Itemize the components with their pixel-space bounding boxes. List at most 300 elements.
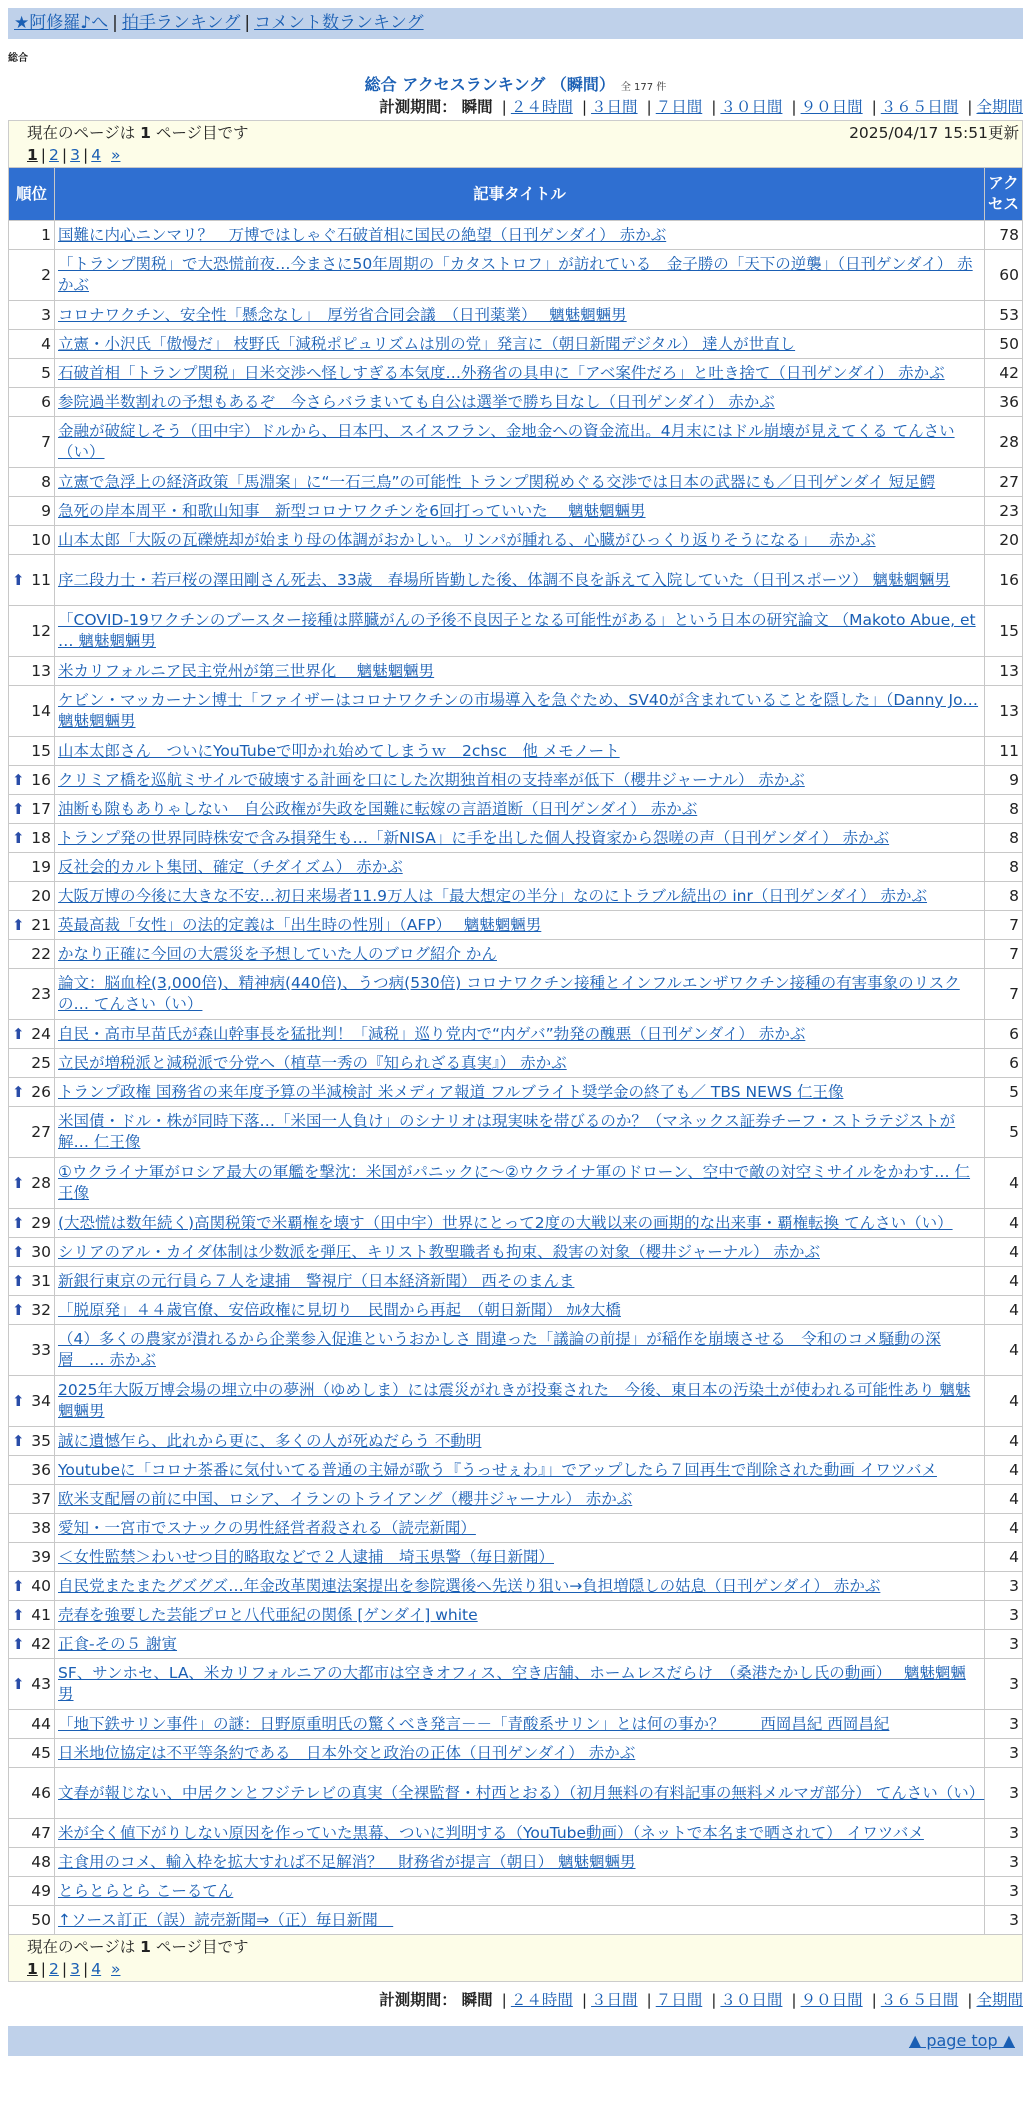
article-link[interactable]: 反社会的カルト集団、確定（チダイズム） 赤かぶ — [58, 857, 403, 876]
table-row — [9, 1049, 1023, 1078]
rank-up-arrow-icon: ⬆ — [12, 915, 25, 934]
rank-number: 24 — [31, 1024, 51, 1043]
rank-up-arrow-icon: ⬆ — [12, 1271, 25, 1290]
article-link[interactable]: クリミア橋を巡航ミサイルで破壊する計画を口にした次期独首相の支持率が低下（櫻井ジャーナル） 赤かぶ — [58, 770, 805, 789]
page-title: 総合 アクセスランキング （瞬間） — [364, 75, 615, 94]
table-row — [9, 417, 1023, 468]
table-row — [9, 795, 1023, 824]
article-link[interactable]: トランプ政権 国務省の来年度予算の半減検討 米メディア報道 フルブライト奨学金の終了も／ TBS NEWS 仁王像 — [58, 1082, 844, 1101]
rank-number: 6 — [41, 392, 51, 411]
access-count: 42 — [985, 359, 1023, 388]
table-row — [9, 301, 1023, 330]
period-link-7d[interactable]: ７日間 — [655, 98, 703, 116]
access-count: 28 — [985, 417, 1023, 468]
rank-cell — [9, 1710, 55, 1739]
access-count: 4 — [985, 1376, 1023, 1427]
title-cell — [55, 1739, 985, 1768]
title-cell — [55, 686, 985, 737]
table-row — [9, 497, 1023, 526]
header-access: アクセス — [985, 168, 1023, 221]
title-cell — [55, 1768, 985, 1819]
article-link[interactable]: とらとらとら こーるてん — [58, 1881, 234, 1900]
rank-cell — [9, 330, 55, 359]
page-link-2[interactable]: 2 — [49, 1960, 59, 1978]
access-count: 3 — [985, 1739, 1023, 1768]
access-count: 16 — [985, 555, 1023, 606]
table-row — [9, 468, 1023, 497]
table-row — [9, 1325, 1023, 1376]
nav-separator: | — [112, 13, 118, 33]
rank-cell — [9, 1267, 55, 1296]
access-count: 13 — [985, 657, 1023, 686]
rank-number: 40 — [31, 1576, 51, 1595]
rank-cell — [9, 795, 55, 824]
table-row — [9, 1572, 1023, 1601]
rank-up-arrow-icon: ⬆ — [12, 1576, 25, 1595]
article-link[interactable]: 山本太郎さん ついにYouTubeで叩かれ始めてしまうｗ 2chsc 他 メモノート — [58, 741, 620, 760]
rank-number: 26 — [31, 1082, 51, 1101]
period-label: 計測期間： — [379, 1991, 457, 2009]
rank-cell — [9, 1543, 55, 1572]
access-count: 78 — [985, 221, 1023, 250]
table-row — [9, 1158, 1023, 1209]
rank-number: 10 — [31, 530, 51, 549]
period-label: 計測期間： — [379, 98, 457, 116]
table-row — [9, 1659, 1023, 1710]
table-row — [9, 606, 1023, 657]
rank-cell — [9, 657, 55, 686]
article-link[interactable]: 文春が報じない、中居クンとフジテレビの真実（全裸監督・村西とおる）（初月無料の有料記事の無料メルマガ部分） てんさい（い） — [58, 1783, 985, 1802]
article-link[interactable]: 急死の岸本周平・和歌山知事 新型コロナワクチンを6回打っていいた 魑魅魍魎男 — [58, 501, 646, 520]
page-next-link[interactable]: » — [110, 1960, 121, 1978]
table-row — [9, 388, 1023, 417]
table-row — [9, 824, 1023, 853]
rank-number: 4 — [41, 334, 51, 353]
article-link[interactable]: 山本太郎「大阪の瓦礫焼却が始まり母の体調がおかしい。リンパが腫れる、心臓がひっくり返りそうになる」 赤かぶ — [58, 530, 876, 549]
access-count: 4 — [985, 1238, 1023, 1267]
rank-number: 25 — [31, 1053, 51, 1072]
rank-number: 17 — [31, 799, 51, 818]
period-link-24h[interactable]: ２４時間 — [510, 98, 573, 116]
article-link[interactable]: ↑ソース訂正（誤）読売新聞⇒（正）毎日新聞 — [58, 1910, 394, 1929]
article-link[interactable]: 米国債・ドル・株が同時下落…「米国一人負け」のシナリオは現実味を帯びるのか？（マネックス証券チーフ・ストラテジストが解… 仁王像 — [58, 1112, 956, 1151]
article-link[interactable]: 日米地位協定は不平等条約である 日本外交と政治の正体（日刊ゲンダイ） 赤かぶ — [58, 1743, 636, 1762]
article-link[interactable]: 正食-その５ 謝寅 — [58, 1634, 178, 1653]
article-link[interactable]: 大阪万博の今後に大きな不安…初日来場者11.9万人は「最大想定の半分」なのにトラブル続出の inr（日刊ゲンダイ） 赤かぶ — [58, 886, 928, 905]
rank-cell — [9, 417, 55, 468]
period-link-all[interactable]: 全期間 — [976, 1991, 1023, 2009]
rank-number: 12 — [31, 621, 51, 640]
rank-number: 8 — [41, 472, 51, 491]
rank-number: 43 — [31, 1674, 51, 1693]
rank-number: 38 — [31, 1518, 51, 1537]
rank-cell — [9, 526, 55, 555]
title-cell — [55, 795, 985, 824]
table-row — [9, 526, 1023, 555]
rank-number: 2 — [41, 265, 51, 284]
title-cell — [55, 1710, 985, 1739]
access-count: 7 — [985, 969, 1023, 1020]
rank-cell — [9, 1049, 55, 1078]
period-link-90d[interactable]: ９０日間 — [800, 1991, 863, 2009]
rank-up-arrow-icon: ⬆ — [12, 1605, 25, 1624]
article-link[interactable]: 誠に遺憾乍ら、此れから更に、多くの人が死ぬだらう 不動明 — [58, 1431, 482, 1450]
title-cell — [55, 1049, 985, 1078]
article-link[interactable]: 「脱原発」４４歳官僚、安倍政権に見切り 民間から再起 （朝日新聞） ｶﾙﾀ大橋 — [58, 1300, 621, 1319]
title-cell — [55, 1630, 985, 1659]
rank-number: 21 — [31, 915, 51, 934]
rank-up-arrow-icon: ⬆ — [12, 799, 25, 818]
table-row — [9, 250, 1023, 301]
title-cell — [55, 657, 985, 686]
rank-number: 14 — [31, 701, 51, 720]
article-link[interactable]: 米が全く値下がりしない原因を作っていた黒幕、ついに判明する（YouTube動画）（ネットで本名まで晒されて） イワツバメ — [58, 1823, 924, 1842]
article-link[interactable]: 欧米支配層の前に中国、ロシア、イランのトライアング（櫻井ジャーナル） 赤かぶ — [58, 1489, 633, 1508]
title-cell — [55, 1456, 985, 1485]
rank-cell — [9, 766, 55, 795]
article-link[interactable]: 売春を強要した芸能プロと八代亜紀の関係 [ゲンダイ] white — [58, 1605, 478, 1624]
rank-cell — [9, 737, 55, 766]
article-link[interactable]: 石破首相「トランプ関税」日米交渉へ怪しすぎる本気度…外務省の具申に「アベ案件だろ」と吐き捨て（日刊ゲンダイ） 赤かぶ — [58, 363, 945, 382]
article-link[interactable]: シリアのアル・カイダ体制は少数派を弾圧、キリスト教聖職者も拘束、殺害の対象（櫻井ジャーナル） 赤かぶ — [58, 1242, 820, 1261]
rank-cell — [9, 1078, 55, 1107]
rank-cell — [9, 1848, 55, 1877]
page-link-2[interactable]: 2 — [49, 146, 59, 164]
table-row — [9, 1209, 1023, 1238]
rank-cell — [9, 388, 55, 417]
access-count: 7 — [985, 940, 1023, 969]
access-count: 3 — [985, 1659, 1023, 1710]
article-link[interactable]: 「トランプ関税」で大恐慌前夜…今まさに50年周期の「カタストロフ」が訪れている 金子勝の「天下の逆襲」（日刊ゲンダイ） 赤かぶ — [58, 255, 973, 294]
rank-cell — [9, 301, 55, 330]
access-count: 36 — [985, 388, 1023, 417]
period-link-all[interactable]: 全期間 — [976, 98, 1023, 116]
access-count: 3 — [985, 1710, 1023, 1739]
title-cell — [55, 1848, 985, 1877]
article-link[interactable]: 「地下鉄サリン事件」の謎：日野原重明氏の驚くべき発言－－「青酸系サリン」とは何の事か？ 西岡昌紀 西岡昌紀 — [58, 1714, 890, 1733]
article-link[interactable]: Youtubeに「コロナ茶番に気付いてる普通の主婦が歌う『うっせぇわ』」でアップしたら７回再生で削除された動画 イワツバメ — [58, 1460, 937, 1479]
rank-cell — [9, 1819, 55, 1848]
header-rank: 順位 — [9, 168, 55, 221]
title-cell — [55, 330, 985, 359]
rank-number: 3 — [41, 305, 51, 324]
period-link-3d[interactable]: ３日間 — [591, 1991, 638, 2009]
rank-number: 9 — [41, 501, 51, 520]
article-link[interactable]: SF、サンホセ、LA、米カリフォルニアの大都市は空きオフィス、空き店舗、ホームレスだらけ （桑港たかし氏の動画） 魑魅魍魎男 — [58, 1664, 966, 1703]
access-count: 8 — [985, 824, 1023, 853]
rank-cell — [9, 940, 55, 969]
table-row — [9, 1848, 1023, 1877]
rank-number: 32 — [31, 1300, 51, 1319]
page-links: 1 | 2 | 3 | 4 » — [27, 146, 121, 164]
rank-number: 11 — [31, 570, 51, 589]
title-cell — [55, 250, 985, 301]
title-cell — [55, 1819, 985, 1848]
rank-up-arrow-icon: ⬆ — [12, 570, 25, 589]
access-count: 4 — [985, 1485, 1023, 1514]
period-link-30d[interactable]: ３０日間 — [720, 1991, 783, 2009]
table-row — [9, 1485, 1023, 1514]
title-cell — [55, 853, 985, 882]
page-link-3[interactable]: 3 — [70, 1960, 81, 1978]
rank-number: 29 — [31, 1213, 51, 1232]
article-link[interactable]: 立憲で急浮上の経済政策「馬淵案」に“一石三鳥”の可能性 トランプ関税めぐる交渉では日本の武器にも／日刊ゲンダイ 短足鰐 — [58, 472, 936, 491]
table-row — [9, 555, 1023, 606]
rank-cell — [9, 1768, 55, 1819]
table-row — [9, 1768, 1023, 1819]
title-cell — [55, 1659, 985, 1710]
article-link[interactable]: ケビン・マッカーナン博士「ファイザーはコロナワクチンの市場導入を急ぐため、SV40が含まれていることを隠した」（Danny Jo… 魑魅魍魎男 — [58, 691, 979, 730]
access-count: 3 — [985, 1819, 1023, 1848]
rank-cell — [9, 1158, 55, 1209]
article-link[interactable]: 「COVID-19ワクチンのブースター接種は膵臓がんの予後不良因子となる可能性がある」という日本の研究論文 （Makoto Abue, et … 魑魅魍魎男 — [58, 611, 976, 650]
rank-cell — [9, 911, 55, 940]
rank-cell — [9, 1427, 55, 1456]
table-row — [9, 1601, 1023, 1630]
top-nav — [8, 8, 1023, 39]
article-link[interactable]: 参院過半数割れの予想もあるぞ 今さらバラまいても自公は選挙で勝ち目なし（日刊ゲンダイ） 赤かぶ — [58, 392, 775, 411]
rank-up-arrow-icon: ⬆ — [12, 1634, 25, 1653]
rank-cell — [9, 1877, 55, 1906]
updated-time: 2025/04/17 15:51更新 — [849, 124, 1019, 142]
nav-link-ashura[interactable]: ★阿修羅♪へ — [14, 13, 109, 33]
article-link[interactable]: 立憲・小沢氏「傲慢だ」 枝野氏「減税ポピュリズムは別の党」発言に（朝日新聞デジタル） 達人が世直し — [58, 334, 796, 353]
page-current: 1 — [27, 146, 38, 164]
article-link[interactable]: コロナワクチン、安全性「懸念なし」 厚労省合同会議 （日刊薬業） 魑魅魍魎男 — [58, 305, 627, 324]
access-count: 8 — [985, 795, 1023, 824]
rank-cell — [9, 853, 55, 882]
nav-link-comment-ranking[interactable]: コメント数ランキング — [254, 13, 424, 33]
access-count: 5 — [985, 1107, 1023, 1158]
access-count: 3 — [985, 1906, 1023, 1935]
access-count: 4 — [985, 1543, 1023, 1572]
period-current: 瞬間 — [461, 98, 493, 116]
article-link[interactable]: 新銀行東京の元行員ら７人を逮捕 警視庁（日本経済新聞） 西そのまんま — [58, 1271, 575, 1290]
rank-number: 48 — [31, 1852, 51, 1871]
table-row — [9, 1020, 1023, 1049]
article-link[interactable]: 論文：脳血栓(3,000倍)、精神病(440倍)、うつ病(530倍) コロナワクチン接種とインフルエンザワクチン接種の有害事象のリスクの… てんさい（い） — [58, 974, 960, 1013]
access-count: 7 — [985, 911, 1023, 940]
rank-number: 15 — [31, 741, 51, 760]
title-cell — [55, 1325, 985, 1376]
title-cell — [55, 555, 985, 606]
pager-top — [8, 120, 1023, 167]
title-cell — [55, 1238, 985, 1267]
title-cell — [55, 468, 985, 497]
title-cell — [55, 1078, 985, 1107]
access-count: 3 — [985, 1601, 1023, 1630]
title-cell — [55, 1296, 985, 1325]
table-row — [9, 1238, 1023, 1267]
rank-cell — [9, 250, 55, 301]
title-cell — [55, 1158, 985, 1209]
table-row — [9, 1078, 1023, 1107]
title-cell — [55, 1485, 985, 1514]
rank-number: 47 — [31, 1823, 51, 1842]
rank-cell — [9, 1906, 55, 1935]
access-count: 23 — [985, 497, 1023, 526]
period-link-30d[interactable]: ３０日間 — [720, 98, 783, 116]
rank-number: 31 — [31, 1271, 51, 1290]
rank-number: 13 — [31, 661, 51, 680]
access-count: 4 — [985, 1267, 1023, 1296]
access-count: 15 — [985, 606, 1023, 657]
access-count: 53 — [985, 301, 1023, 330]
period-link-7d[interactable]: ７日間 — [655, 1991, 703, 2009]
rank-number: 7 — [41, 432, 51, 451]
rank-cell — [9, 606, 55, 657]
title-cell — [55, 497, 985, 526]
rank-number: 28 — [31, 1173, 51, 1192]
article-link[interactable]: 国難に内心ニンマリ？ 万博ではしゃぐ石破首相に国民の絶望（日刊ゲンダイ） 赤かぶ — [58, 225, 667, 244]
rank-number: 23 — [31, 984, 51, 1003]
period-current: 瞬間 — [461, 1991, 493, 2009]
rank-cell — [9, 1209, 55, 1238]
rank-cell — [9, 1514, 55, 1543]
article-link[interactable]: 立民が増税派と減税派で分党へ（植草一秀の『知られざる真実』） 赤かぶ — [58, 1053, 567, 1072]
rank-up-arrow-icon: ⬆ — [12, 1242, 25, 1261]
table-row — [9, 1877, 1023, 1906]
nav-separator: | — [244, 13, 251, 33]
article-link[interactable]: トランプ発の世界同時株安で含み損発生も…「新NISA」に手を出した個人投資家から怨嗟の声（日刊ゲンダイ） 赤かぶ — [58, 828, 890, 847]
title-cell — [55, 221, 985, 250]
rank-number: 34 — [31, 1391, 51, 1410]
rank-number: 45 — [31, 1743, 51, 1762]
rank-up-arrow-icon: ⬆ — [12, 1674, 25, 1693]
article-link[interactable]: 愛知・一宮市でスナックの男性経営者殺される（読売新聞） — [58, 1518, 476, 1537]
article-link[interactable]: 米カリフォルニア民主党州が第三世界化 魑魅魍魎男 — [58, 661, 435, 680]
rank-number: 1 — [41, 225, 51, 244]
article-link[interactable]: 序二段力士・若戸桜の澤田剛さん死去、33歳 春場所皆勤した後、体調不良を訴えて入院していた（日刊スポーツ） 魑魅魍魎男 — [58, 570, 951, 589]
title-cell — [55, 1877, 985, 1906]
title-cell — [55, 940, 985, 969]
title-cell — [55, 737, 985, 766]
page-next-link[interactable]: » — [110, 146, 121, 164]
access-count: 4 — [985, 1456, 1023, 1485]
article-link[interactable]: （4）多くの農家が潰れるから企業参入促進というおかしさ 間違った「議論の前提」が稲作を崩壊させる 令和のコメ騒動の深層 … 赤かぶ — [58, 1330, 941, 1369]
breadcrumb: 総合 — [8, 53, 28, 64]
article-link[interactable]: かなり正確に今回の大震災を予想していた人のブログ紹介 かん — [58, 944, 497, 963]
title-cell — [55, 1572, 985, 1601]
rank-cell — [9, 1739, 55, 1768]
table-row — [9, 359, 1023, 388]
article-link[interactable]: 自民・高市早苗氏が森山幹事長を猛批判！「減税」巡り党内で“内ゲバ”勃発の醜悪（日刊ゲンダイ） 赤かぶ — [58, 1024, 806, 1043]
rank-number: 33 — [31, 1340, 51, 1359]
access-count: 20 — [985, 526, 1023, 555]
title-cell — [55, 882, 985, 911]
rank-cell — [9, 1456, 55, 1485]
period-link-90d[interactable]: ９０日間 — [800, 98, 863, 116]
access-count: 11 — [985, 737, 1023, 766]
access-count: 4 — [985, 1296, 1023, 1325]
rank-number: 44 — [31, 1714, 51, 1733]
page-link-3[interactable]: 3 — [70, 146, 81, 164]
title-cell — [55, 1427, 985, 1456]
table-row — [9, 911, 1023, 940]
period-link-365d[interactable]: ３６５日間 — [880, 1991, 959, 2009]
title-cell — [55, 911, 985, 940]
page-link-4[interactable]: 4 — [91, 146, 102, 164]
access-count: 60 — [985, 250, 1023, 301]
rank-up-arrow-icon: ⬆ — [12, 1391, 25, 1410]
period-link-365d[interactable]: ３６５日間 — [880, 98, 959, 116]
rank-cell — [9, 1485, 55, 1514]
article-link[interactable]: ①ウクライナ軍がロシア最大の軍艦を撃沈：米国がパニックに～②ウクライナ軍のドローン、空中で敵の対空ミサイルをかわす… 仁王像 — [58, 1163, 971, 1202]
footer-bar — [8, 2026, 1023, 2056]
article-link[interactable]: (大恐慌は数年続く)高関税策で米覇権を壊す（田中宇）世界にとって2度の大戦以来の画期的な出来事・覇権転換 てんさい（い） — [58, 1213, 953, 1232]
rank-up-arrow-icon: ⬆ — [12, 1024, 25, 1043]
title-cell — [55, 359, 985, 388]
table-row — [9, 1906, 1023, 1935]
title-cell — [55, 526, 985, 555]
article-link[interactable]: 金融が破綻しそう（田中宇）ドルから、日本円、スイスフラン、金地金への資金流出。4月末にはドル崩壊が見えてくる てんさい（い） — [58, 422, 955, 461]
rank-up-arrow-icon: ⬆ — [12, 1082, 25, 1101]
rank-up-arrow-icon: ⬆ — [12, 828, 25, 847]
table-row — [9, 686, 1023, 737]
access-count: 27 — [985, 468, 1023, 497]
rank-cell — [9, 1325, 55, 1376]
table-row — [9, 1376, 1023, 1427]
rank-cell — [9, 1296, 55, 1325]
table-row — [9, 221, 1023, 250]
nav-link-applause-ranking[interactable]: 拍手ランキング — [121, 13, 241, 33]
rank-cell — [9, 824, 55, 853]
access-count: 6 — [985, 1020, 1023, 1049]
access-count: 3 — [985, 1768, 1023, 1819]
table-row — [9, 766, 1023, 795]
title-cell — [55, 1020, 985, 1049]
rank-up-arrow-icon: ⬆ — [12, 1431, 25, 1450]
rank-up-arrow-icon: ⬆ — [12, 770, 25, 789]
rank-number: 30 — [31, 1242, 51, 1261]
table-row — [9, 1267, 1023, 1296]
period-link-24h[interactable]: ２４時間 — [510, 1991, 573, 2009]
title-cell — [55, 969, 985, 1020]
title-cell — [55, 766, 985, 795]
page-link-4[interactable]: 4 — [91, 1960, 102, 1978]
page-top-link[interactable]: ▲ page top ▲ — [908, 2031, 1015, 2050]
article-link[interactable]: 2025年大阪万博会場の埋立中の夢洲（ゆめしま）には震災がれきが投棄された 今後、東日本の汚染土が使われる可能性あり 魑魅魍魎男 — [58, 1381, 971, 1420]
rank-number: 27 — [31, 1122, 51, 1141]
title-cell — [55, 1906, 985, 1935]
title-cell — [55, 301, 985, 330]
access-count: 4 — [985, 1209, 1023, 1238]
access-count: 9 — [985, 766, 1023, 795]
rank-cell — [9, 555, 55, 606]
pager-bottom — [8, 1935, 1023, 1982]
article-link[interactable]: 自民党またまたグズグズ…年金改革関連法案提出を参院選後へ先送り狙い→負担増隠しの姑息（日刊ゲンダイ） 赤かぶ — [58, 1576, 881, 1595]
page-current: 1 — [27, 1960, 38, 1978]
table-row — [9, 853, 1023, 882]
rank-cell — [9, 468, 55, 497]
article-link[interactable]: 油断も隙もありゃしない 自公政権が失政を国難に転嫁の言語道断（日刊ゲンダイ） 赤かぶ — [58, 799, 698, 818]
rank-number: 16 — [31, 770, 51, 789]
rank-up-arrow-icon: ⬆ — [12, 1173, 25, 1192]
total-count: 全 177 件 — [620, 82, 667, 93]
access-count: 50 — [985, 330, 1023, 359]
period-link-3d[interactable]: ３日間 — [591, 98, 638, 116]
article-link[interactable]: 英最高裁「女性」の法的定義は「出生時の性別」（AFP） 魑魅魍魎男 — [58, 915, 542, 934]
access-count: 3 — [985, 1630, 1023, 1659]
access-count: 6 — [985, 1049, 1023, 1078]
rank-cell — [9, 1630, 55, 1659]
article-link[interactable]: ＜女性監禁＞わいせつ目的略取などで２人逮捕 埼玉県警（毎日新聞） — [58, 1547, 555, 1566]
rank-number: 49 — [31, 1881, 51, 1900]
article-link[interactable]: 主食用のコメ、輸入枠を拡大すれば不足解消？ 財務省が提言（朝日） 魑魅魍魎男 — [58, 1852, 636, 1871]
title-cell — [55, 1376, 985, 1427]
access-count: 8 — [985, 853, 1023, 882]
table-row — [9, 940, 1023, 969]
